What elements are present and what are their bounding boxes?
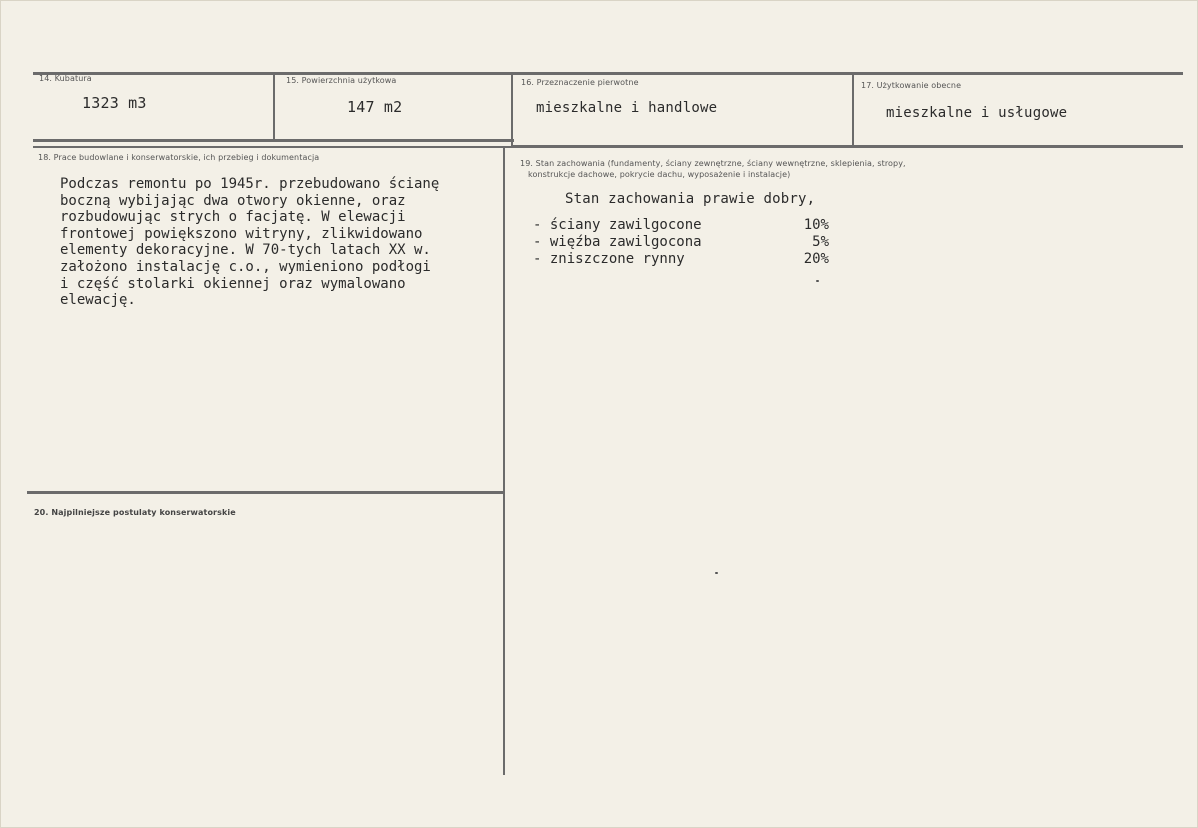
field-18-line: elementy dekoracyjne. W 70-tych latach XX w.: [60, 242, 431, 259]
field-18-line: elewację.: [60, 292, 136, 309]
field-16-value: mieszkalne i handlowe: [536, 100, 718, 116]
list-item: [533, 251, 833, 268]
item-percent: 10%: [803, 217, 829, 233]
field-17-value: mieszkalne i usługowe: [886, 105, 1068, 121]
item-text: - więźba zawilgocona: [533, 234, 702, 250]
field-19-label-line2: konstrukcje dachowe, pokrycie dachu, wyposażenie i instalacje): [528, 170, 791, 179]
field-19-label-line1: 19. Stan zachowania (fundamenty, ściany zewnętrzne, ściany wewnętrzne, sklepienia, stropy,: [520, 159, 906, 168]
field-18-line: boczną wybijając dwa otwory okienne, oraz: [60, 192, 406, 209]
field-15-label: 15. Powierzchnia użytkowa: [286, 76, 397, 85]
divider-16-17: [852, 72, 854, 146]
fields-row-rule-mid: [33, 146, 513, 148]
field-17-label: 17. Użytkowanie obecne: [861, 81, 962, 90]
item-text: - ściany zawilgocone: [533, 217, 702, 233]
field-18-line: frontowej powiększono witryny, zlikwidowano: [60, 225, 423, 242]
item-text: - zniszczone rynny: [533, 251, 685, 267]
field-14-label: 14. Kubatura: [39, 74, 92, 83]
ink-speck: [816, 280, 819, 282]
field-16-label: 16. Przeznaczenie pierwotne: [521, 78, 639, 87]
divider-15-16: [511, 72, 513, 147]
item-percent: 20%: [803, 251, 829, 267]
field-18-line: Podczas remontu po 1945r. przebudowano ścianę: [60, 176, 440, 192]
top-rule: [33, 72, 1183, 75]
field-18-text: [60, 176, 439, 309]
field-18-line: założono instalację c.o., wymieniono podłogi: [60, 258, 431, 275]
field-20-label: 20. Najpilniejsze postulaty konserwatorskie: [34, 508, 236, 517]
ink-speck: [715, 572, 718, 574]
field-15-value: 147 m2: [347, 98, 403, 116]
field-19-summary: Stan zachowania prawie dobry,: [565, 191, 816, 207]
list-item: [533, 217, 833, 234]
list-item: [533, 234, 833, 251]
divider-14-15: [273, 72, 275, 141]
field-18-line: rozbudowując strych o facjatę. W elewacji: [60, 209, 406, 226]
field-14-value: 1323 m3: [82, 94, 147, 112]
field-18-label: 18. Prace budowlane i konserwatorskie, ich przebieg i dokumentacja: [38, 153, 320, 162]
field-18-line: i część stolarki okiennej oraz wymalowano: [60, 275, 406, 292]
item-percent: 5%: [812, 234, 829, 250]
section-18-20-rule: [27, 491, 504, 494]
divider-main: [503, 147, 505, 775]
fields-row-rule-right: [511, 145, 1183, 148]
field-19-items: [533, 217, 833, 268]
